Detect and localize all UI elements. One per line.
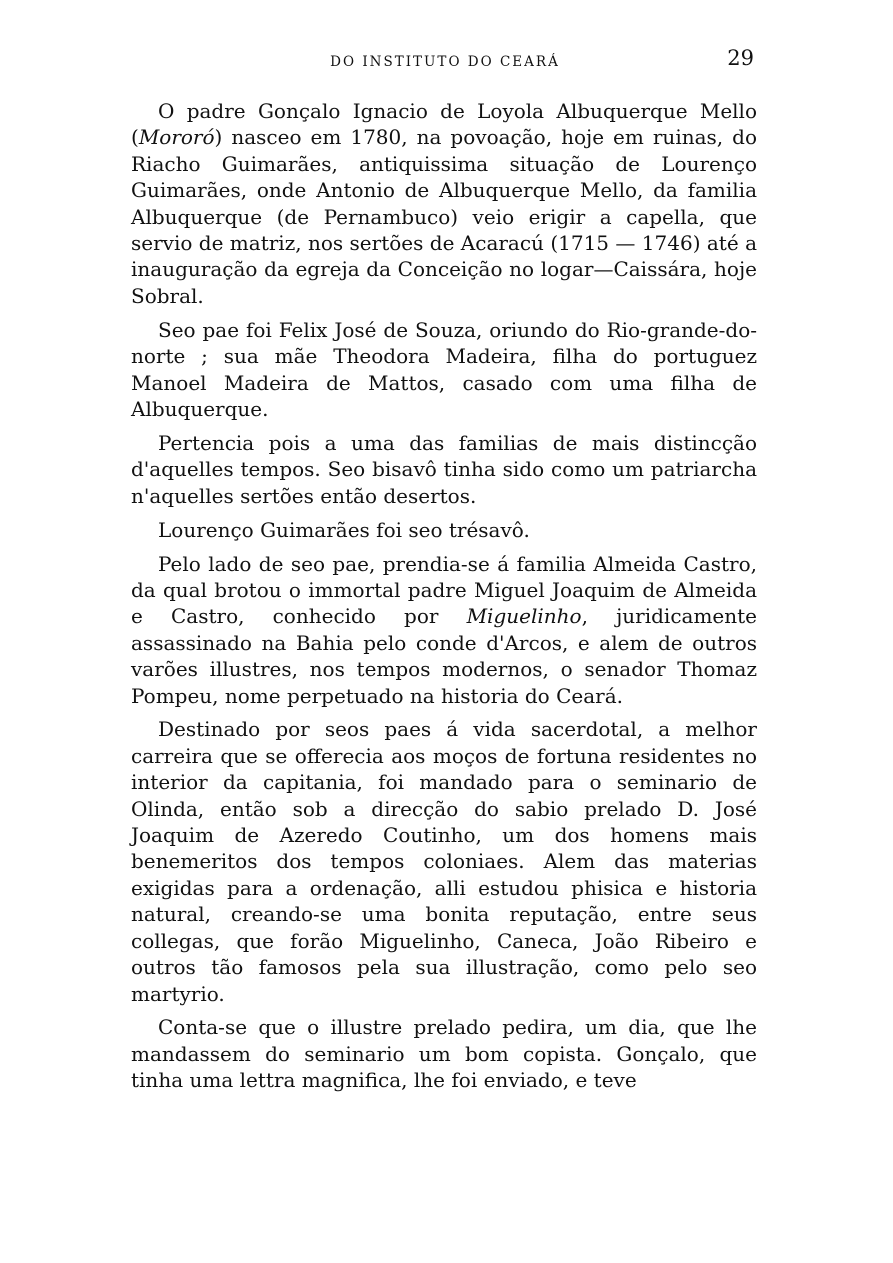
paragraph-seminary: Destinado por seos paes á vida sacerdotal, a melhor carreira que se offerecia aos moços de fortuna residentes no interior da capitania, foi mandado para o seminario de Olinda, então sob a direcção do sabio prelado D. José Joaquim de Azeredo Coutinho, um dos homens mais benemeritos dos tempos coloniaes. Alem das materias exigidas para a ordenação, alli estudou phisica e historia natural, creando-se uma bonita reputação, entre seus collegas, que forão Miguelinho, Caneca, João Ribeiro e outros tão famosos pela sua illustração, como pelo seo martyrio. <box>131 717 757 1006</box>
page-number: 29 <box>727 46 754 70</box>
running-head <box>130 46 760 76</box>
paragraph-parents: Seo pae foi Felix José de Souza, oriundo do Rio-grande-do-norte ; sua mãe Theodora Madeira, filha do portuguez Manoel Madeira de Mattos, casado com uma filha de Albuquerque. <box>131 317 757 421</box>
paragraph-birth <box>131 98 757 309</box>
running-title: DO INSTITUTO DO CEARÁ <box>330 54 560 70</box>
paragraph-text: ) nasceo em 1780, na povoação, hoje em ruinas, do Riacho Guimarães, antiquissima situação de Lourenço Guimarães, onde Antonio de Albuquerque Mello, da familia Albuquerque (de Pernambuco) veio erigir a capella, que servio de matriz, nos sertões de Acaracú (1715 — 1746) até a inauguração da egreja da Conceição no logar—Caissára, hoje Sobral. <box>131 125 757 308</box>
paragraph-lineage <box>131 551 757 709</box>
nickname-italic: Miguelinho <box>466 604 582 629</box>
body-text <box>131 98 757 1094</box>
paragraph-text: Pelo lado de seo pae, prendia-se á familia Almeida Castro, da qual brotou o immortal padre Miguel Joaquim de Almeida e Castro, conhecido por <box>131 551 757 629</box>
paragraph-ancestor: Lourenço Guimarães foi seo trésavô. <box>158 517 530 542</box>
nickname-italic: Mororó <box>138 125 215 150</box>
paragraph-family: Pertencia pois a uma das familias de mais distincção d'aquelles tempos. Seo bisavô tinha sido como um patriarcha n'aquelles sertões então desertos. <box>131 430 757 508</box>
paragraph-text: O padre Gonçalo Ignacio de Loyola Albuquerque Mello ( <box>131 99 757 150</box>
paragraph-copyist: Conta-se que o illustre prelado pedira, um dia, que lhe mandassem do seminario um bom copista. Gonçalo, que tinha uma lettra magnifica, lhe foi enviado, e teve <box>131 1015 757 1093</box>
paragraph-text: , juridicamente assassinado na Bahia pelo conde d'Arcos, e alem de outros varões illustres, nos tempos modernos, o senador Thomaz Pompeu, nome perpetuado na historia do Ceará. <box>131 604 757 708</box>
